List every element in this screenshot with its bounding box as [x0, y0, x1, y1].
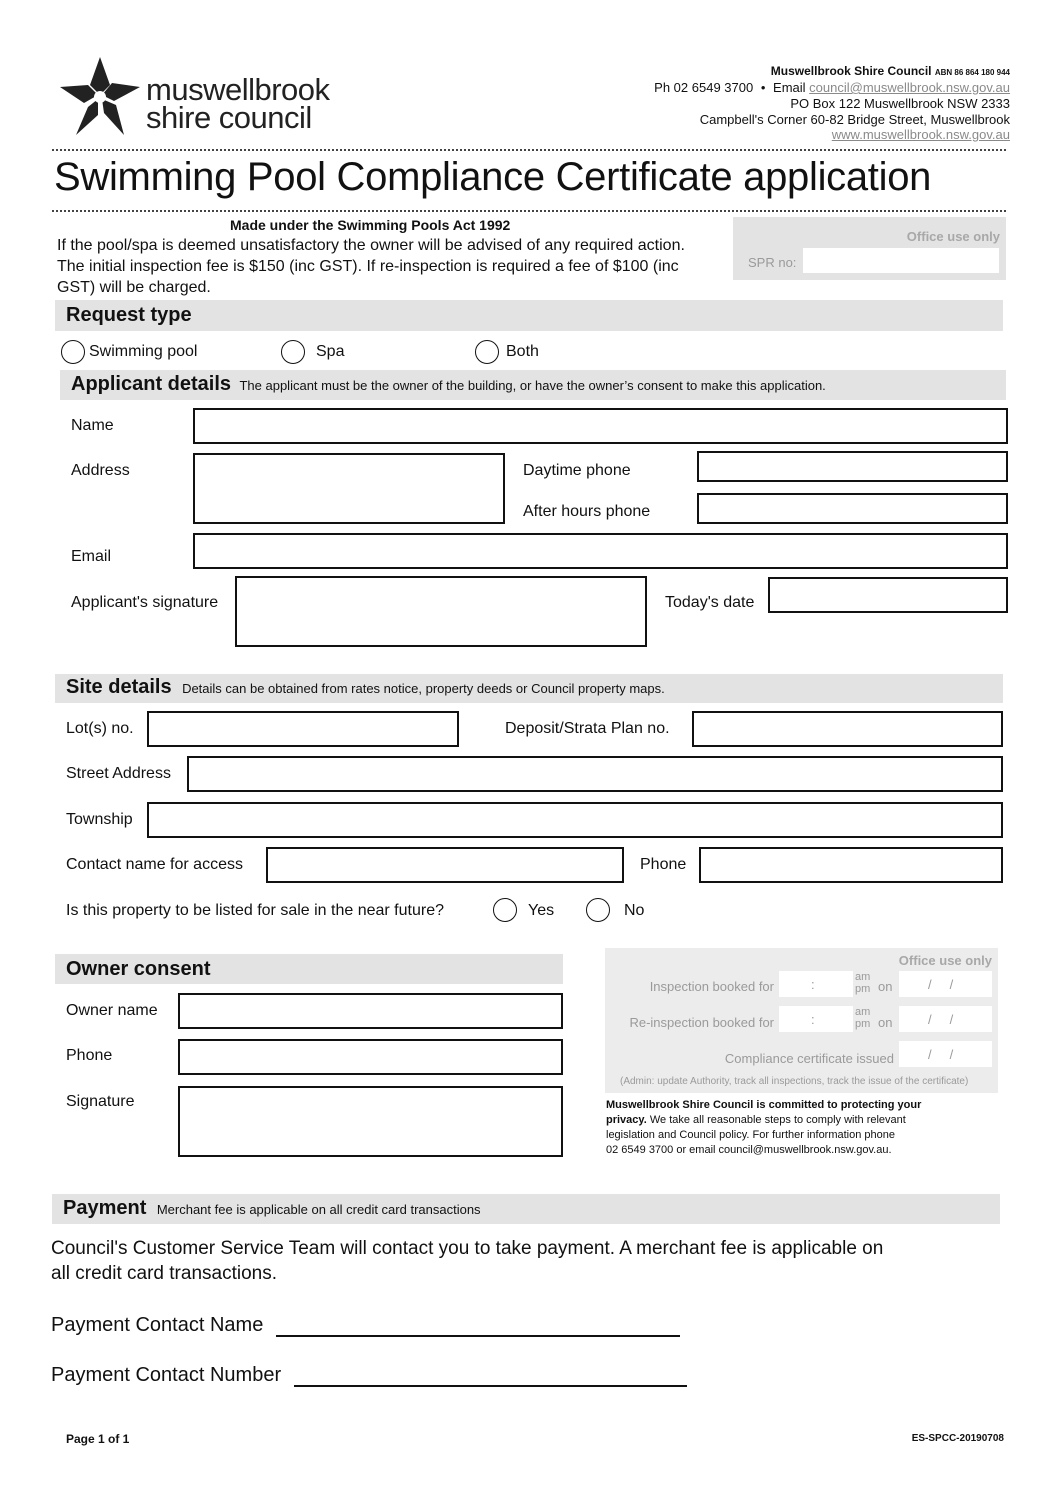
label-name: Name: [71, 417, 114, 434]
inspection-am: am: [855, 971, 871, 983]
label-owner-signature: Signature: [66, 1093, 135, 1110]
inspection-on: on: [878, 979, 893, 994]
payment-contact-name-line[interactable]: [276, 1335, 680, 1337]
label-payment-contact-name: Payment Contact Name: [51, 1314, 264, 1336]
intro-line3: GST) will be charged.: [57, 279, 211, 296]
privacy-line2: [606, 1114, 906, 1126]
bullet: •: [760, 80, 766, 95]
document-code: ES-SPCC-20190708: [911, 1433, 1004, 1444]
intro-line2: The initial inspection fee is $150 (inc GST). If re-inspection is required a fee of $100 (inc: [57, 258, 679, 275]
site-title: Site details: [66, 676, 172, 698]
privacy-line2-rest: We take all reasonable steps to comply with relevant: [649, 1114, 906, 1126]
spr-label: SPR no:: [748, 255, 797, 270]
website-link[interactable]: www.muswellbrook.nsw.gov.au: [831, 127, 1010, 142]
intro-line1: If the pool/spa is deemed unsatisfactory the owner will be advised of any required action.: [57, 237, 685, 254]
request-type-band: [55, 300, 1003, 331]
council-logo-icon: [58, 55, 142, 139]
office-use-title-bottom: Office use only: [898, 953, 992, 968]
label-todays-date: Today's date: [665, 594, 755, 611]
payment-title: Payment: [63, 1197, 147, 1219]
office-use-title-top: Office use only: [906, 229, 1000, 244]
privacy-bold-end: privacy.: [606, 1114, 647, 1126]
payment-contact-number-line[interactable]: [294, 1385, 687, 1387]
label-reinspection-booked: Re-inspection booked for: [629, 1015, 774, 1030]
email-label: Email: [773, 80, 806, 95]
label-owner-name: Owner name: [66, 1002, 158, 1019]
org-name: Muswellbrook Shire Council: [770, 64, 932, 78]
label-owner-phone: Phone: [66, 1047, 113, 1064]
spr-field[interactable]: [803, 248, 999, 273]
label-spa: Spa: [316, 343, 345, 360]
label-email: Email: [71, 548, 112, 565]
title-divider-top: [52, 149, 1006, 151]
compliance-date-sep: / /: [928, 1047, 954, 1062]
payment-note: Merchant fee is applicable on all credit card transactions: [156, 1202, 481, 1217]
admin-note: (Admin: update Authority, track all inspections, track the issue of the certificate): [620, 1076, 969, 1087]
reinspection-am: am: [855, 1006, 871, 1018]
inspection-pm: pm: [855, 983, 871, 995]
reinspection-time-colon: :: [811, 1012, 815, 1027]
owner-name-field[interactable]: [178, 993, 563, 1029]
header-contact-line2: [654, 80, 1010, 95]
page-title: Swimming Pool Compliance Certificate application: [54, 155, 932, 199]
label-site-phone: Phone: [640, 856, 687, 873]
radio-sale-yes[interactable]: [493, 898, 517, 922]
site-phone-field[interactable]: [699, 847, 1003, 883]
reinspection-time-field[interactable]: [779, 1006, 853, 1032]
label-payment-contact-number: Payment Contact Number: [51, 1364, 282, 1386]
radio-swimming-pool[interactable]: [61, 340, 85, 364]
inspection-time-colon: :: [811, 977, 815, 992]
label-swimming-pool: Swimming pool: [89, 343, 198, 360]
label-applicant-signature: Applicant's signature: [71, 594, 219, 611]
privacy-line1: Muswellbrook Shire Council is committed to protecting your: [606, 1099, 922, 1111]
label-sale-yes: Yes: [528, 902, 555, 919]
phone-text: Ph 02 6549 3700: [654, 80, 754, 95]
applicant-heading: [71, 373, 826, 396]
township-field[interactable]: [147, 802, 1003, 838]
site-note: Details can be obtained from rates notice, property deeds or Council property maps.: [182, 681, 665, 696]
name-field[interactable]: [193, 408, 1008, 444]
label-lot: Lot(s) no.: [66, 720, 134, 737]
logo-text-line1: muswellbrook: [146, 72, 330, 107]
label-after-hours-phone: After hours phone: [523, 503, 651, 520]
contact-name-field[interactable]: [266, 847, 624, 883]
inspection-date-sep: / /: [928, 977, 954, 992]
reinspection-on: on: [878, 1015, 893, 1030]
email-link[interactable]: council@muswellbrook.nsw.gov.au: [809, 80, 1010, 95]
reinspection-pm: pm: [855, 1018, 871, 1030]
payment-body-line1: Council's Customer Service Team will contact you to take payment. A merchant fee is applicable on: [51, 1238, 884, 1259]
label-both: Both: [506, 343, 539, 360]
payment-heading: [63, 1197, 481, 1220]
label-sale-question: Is this property to be listed for sale in the near future?: [66, 902, 444, 919]
daytime-phone-field[interactable]: [697, 451, 1008, 482]
owner-signature-field[interactable]: [178, 1086, 563, 1157]
inspection-time-field[interactable]: [779, 971, 853, 997]
email-field[interactable]: [193, 533, 1008, 569]
owner-phone-field[interactable]: [178, 1039, 563, 1075]
title-divider-bottom: [52, 210, 1006, 212]
act-reference: Made under the Swimming Pools Act 1992: [230, 217, 511, 233]
street-address-field[interactable]: [187, 756, 1003, 792]
label-street-address: Street Address: [66, 765, 171, 782]
deposit-plan-field[interactable]: [692, 711, 1003, 747]
page-number: Page 1 of 1: [66, 1432, 130, 1446]
label-daytime-phone: Daytime phone: [523, 462, 631, 479]
applicant-title: Applicant details: [71, 373, 232, 395]
label-address: Address: [71, 462, 130, 479]
payment-body-line2: all credit card transactions.: [51, 1263, 277, 1284]
address-field[interactable]: [193, 453, 505, 524]
label-sale-no: No: [624, 902, 645, 919]
applicant-note: The applicant must be the owner of the building, or have the owner’s consent to make this application.: [239, 378, 826, 393]
request-type-title: Request type: [66, 304, 192, 326]
label-compliance-issued: Compliance certificate issued: [724, 1051, 894, 1066]
site-heading: [66, 676, 665, 699]
privacy-line4: 02 6549 3700 or email council@muswellbrook.nsw.gov.au.: [606, 1144, 892, 1156]
radio-both[interactable]: [475, 340, 499, 364]
header-contact-line1: [771, 64, 1010, 78]
after-hours-phone-field[interactable]: [697, 493, 1008, 524]
header-street: Campbell's Corner 60-82 Bridge Street, Muswellbrook: [699, 112, 1010, 127]
label-deposit-plan: Deposit/Strata Plan no.: [505, 720, 670, 737]
owner-title: Owner consent: [66, 958, 211, 980]
radio-sale-no[interactable]: [586, 898, 610, 922]
applicant-signature-field[interactable]: [235, 576, 647, 647]
reinspection-date-sep: / /: [928, 1012, 954, 1027]
label-township: Township: [66, 811, 133, 828]
logo-text-line2: shire council: [146, 100, 312, 135]
privacy-line3: legislation and Council policy. For further information phone: [606, 1129, 896, 1141]
label-inspection-booked: Inspection booked for: [649, 979, 774, 994]
radio-spa[interactable]: [281, 340, 305, 364]
label-contact-name: Contact name for access: [66, 856, 243, 873]
abn: ABN 86 864 180 944: [934, 68, 1010, 77]
lot-field[interactable]: [147, 711, 459, 747]
todays-date-field[interactable]: [768, 577, 1008, 613]
header-po-box: PO Box 122 Muswellbrook NSW 2333: [790, 96, 1010, 111]
